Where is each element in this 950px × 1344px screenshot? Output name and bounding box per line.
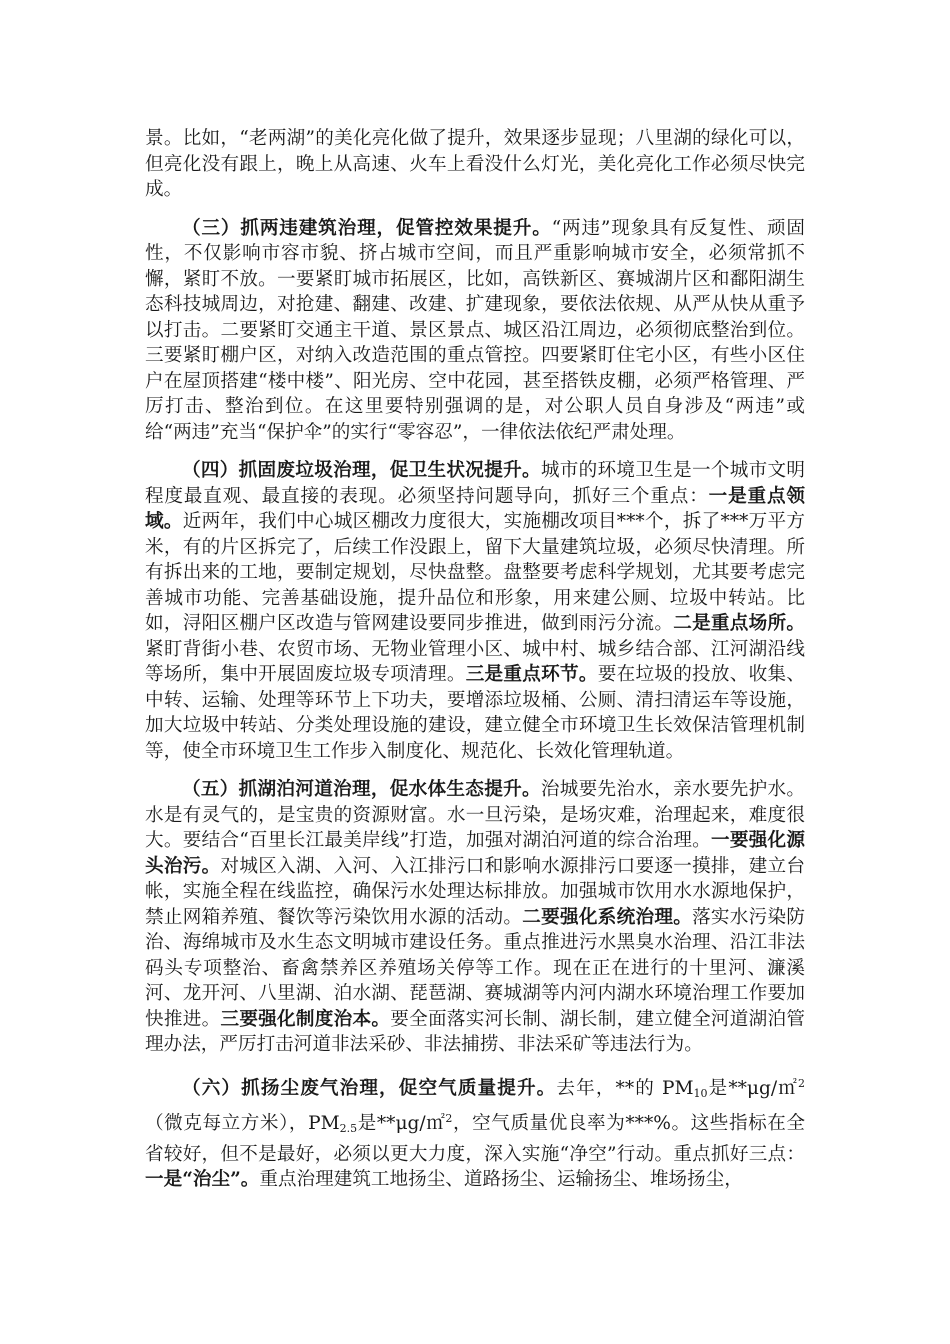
paragraph-text: “两违”现象具有反复性、顽固性，不仅影响市容市貌、挤占城市空间，而且严重影响城市安全，必须常抓不懈，紧盯不放。一要紧盯城市拓展区，比如，高铁新区、赛城湖片区和鄱阳湖生态科技城周边，对抢建、翻建、改建、扩建现象，要依法依规、从严从快从重予以打击。二要紧盯交通主干道、景区景点、城区沿江周边，必须彻底整治到位。三要紧盯棚户区，对纳入改造范围的重点管控。四要紧盯住宅小区，有些小区住户在屋顶搭建“楼中楼”、阳光房、空中花园，甚至搭铁皮棚，必须严格管理、严厉打击、整治到位。在这里要特别强调的是，对公职人员自身涉及“两违”或给“两违”充当“保护伞”的实行“零容忍”，一律依法依纪严肃处理。 bbox=[145, 217, 805, 443]
section-heading: （三）抓两违建筑治理，促管控效果提升。 bbox=[182, 217, 552, 239]
paragraph-text: （微克每立方米），PM bbox=[145, 1113, 340, 1134]
superscript: 2 bbox=[798, 1076, 805, 1090]
paragraph-text: 重点治理建筑工地扬尘、道路扬尘、运输扬尘、堆场扬尘， bbox=[259, 1169, 743, 1190]
paragraph-text: 是**μg/㎡ bbox=[357, 1113, 446, 1134]
section-heading: （六）抓扬尘废气治理，促空气质量提升。 bbox=[182, 1077, 557, 1099]
paragraph-text: 城市的环境卫生是一个城市文明程度最直观、最直接的表现。必须坚持问题导向，抓好三个重点： bbox=[145, 460, 805, 507]
paragraph-text: ，空气质量优良率为***%。这些指标在全省较好，但不是最好，必须以更大力度，深入实施“净空”行动。重点抓好三点： bbox=[145, 1113, 805, 1165]
paragraph-section-5 bbox=[145, 777, 805, 1058]
paragraph-text: 是**μg/㎡ bbox=[707, 1077, 798, 1099]
document-body bbox=[145, 126, 805, 1206]
key-point: 二是重点场所。 bbox=[673, 613, 805, 634]
paragraph-text: 对城区入湖、入河、入江排污口和影响水源排污口要逐一摸排，建立台帐，实施全程在线监控，确保污水处理达标排放。加强城市饮用水水源地保护，禁止网箱养殖、餐饮等污染饮用水源的活动。 bbox=[145, 855, 805, 928]
paragraph-text: 紧盯背街小巷、农贸市场、无物业管理小区、城中村、城乡结合部、江河湖沿线等场所，集中开展固废垃圾专项清理。 bbox=[145, 638, 805, 685]
paragraph-continuation bbox=[145, 126, 805, 203]
key-point: 三是重点环节。 bbox=[465, 664, 598, 685]
section-heading: （五）抓湖泊河道治理，促水体生态提升。 bbox=[182, 779, 541, 800]
key-point: 一要强化源头治污。 bbox=[145, 830, 805, 877]
paragraph-text: 落实水污染防治、海绵城市及水生态文明城市建设任务。重点推进污水黑臭水治理、沿江非法码头专项整治、畜禽禁养区养殖场关停等工作。现在正在进行的十里河、濂溪河、龙开河、八里湖、泊水湖、琵琶湖、赛城湖等内河内湖水环境治理工作要加快推进。 bbox=[145, 906, 805, 1030]
paragraph-text: 去年，**的 PM bbox=[556, 1077, 694, 1099]
subscript: 2.5 bbox=[339, 1122, 358, 1135]
key-point: 二要强化系统治理。 bbox=[522, 906, 693, 928]
paragraph-text: 要在垃圾的投放、收集、中转、运输、处理等环节上下功夫，要增添垃圾桶、公厕、清扫清运车等设施，加大垃圾中转站、分类处理设施的建设，建立健全市环境卫生长效保洁管理机制等，使全市环境卫生工作步入制度化、规范化、长效化管理轨道。 bbox=[145, 664, 805, 762]
paragraph-section-6 bbox=[145, 1071, 805, 1193]
paragraph-text: 近两年，我们中心城区棚改力度很大，实施棚改项目***个，拆了***万平方米，有的片区拆完了，后续工作没跟上，留下大量建筑垃圾，必须尽快清理。所有拆出来的工地，要制定规划，尽快盘整。盘整要考虑科学规划，尤其要考虑完善城市功能、完善基础设施，提升品位和形象，用来建公厕、垃圾中转站。比如，浔阳区棚户区改造与管网建设要同步推进，做到雨污分流。 bbox=[145, 511, 805, 634]
paragraph-text: 治城要先治水，亲水要先护水。水是有灵气的，是宝贵的资源财富。水一旦污染，是场灾难，治理起来，难度很大。要结合“百里长江最美岸线”打造，加强对湖泊河道的综合治理。 bbox=[145, 779, 805, 851]
paragraph-text: 要全面落实河长制、湖长制，建立健全河道湖泊管理办法，严厉打击河道非法采砂、非法捕捞、非法采矿等违法行为。 bbox=[145, 1008, 805, 1055]
section-heading: （四）抓固废垃圾治理，促卫生状况提升。 bbox=[182, 460, 541, 481]
paragraph-text: 景。比如，“老两湖”的美化亮化做了提升，效果逐步显现；八里湖的绿化可以，但亮化没有跟上，晚上从高速、火车上看没什么灯光，美化亮化工作必须尽快完成。 bbox=[145, 128, 805, 200]
paragraph-section-4 bbox=[145, 458, 805, 764]
subscript: 10 bbox=[693, 1086, 708, 1100]
key-point: 三要强化制度治本。 bbox=[220, 1008, 391, 1030]
superscript: 2 bbox=[445, 1112, 453, 1125]
key-point: 一是重点领域。 bbox=[145, 485, 805, 532]
paragraph-section-3 bbox=[145, 216, 805, 446]
key-point: 一是“治尘”。 bbox=[145, 1169, 260, 1190]
